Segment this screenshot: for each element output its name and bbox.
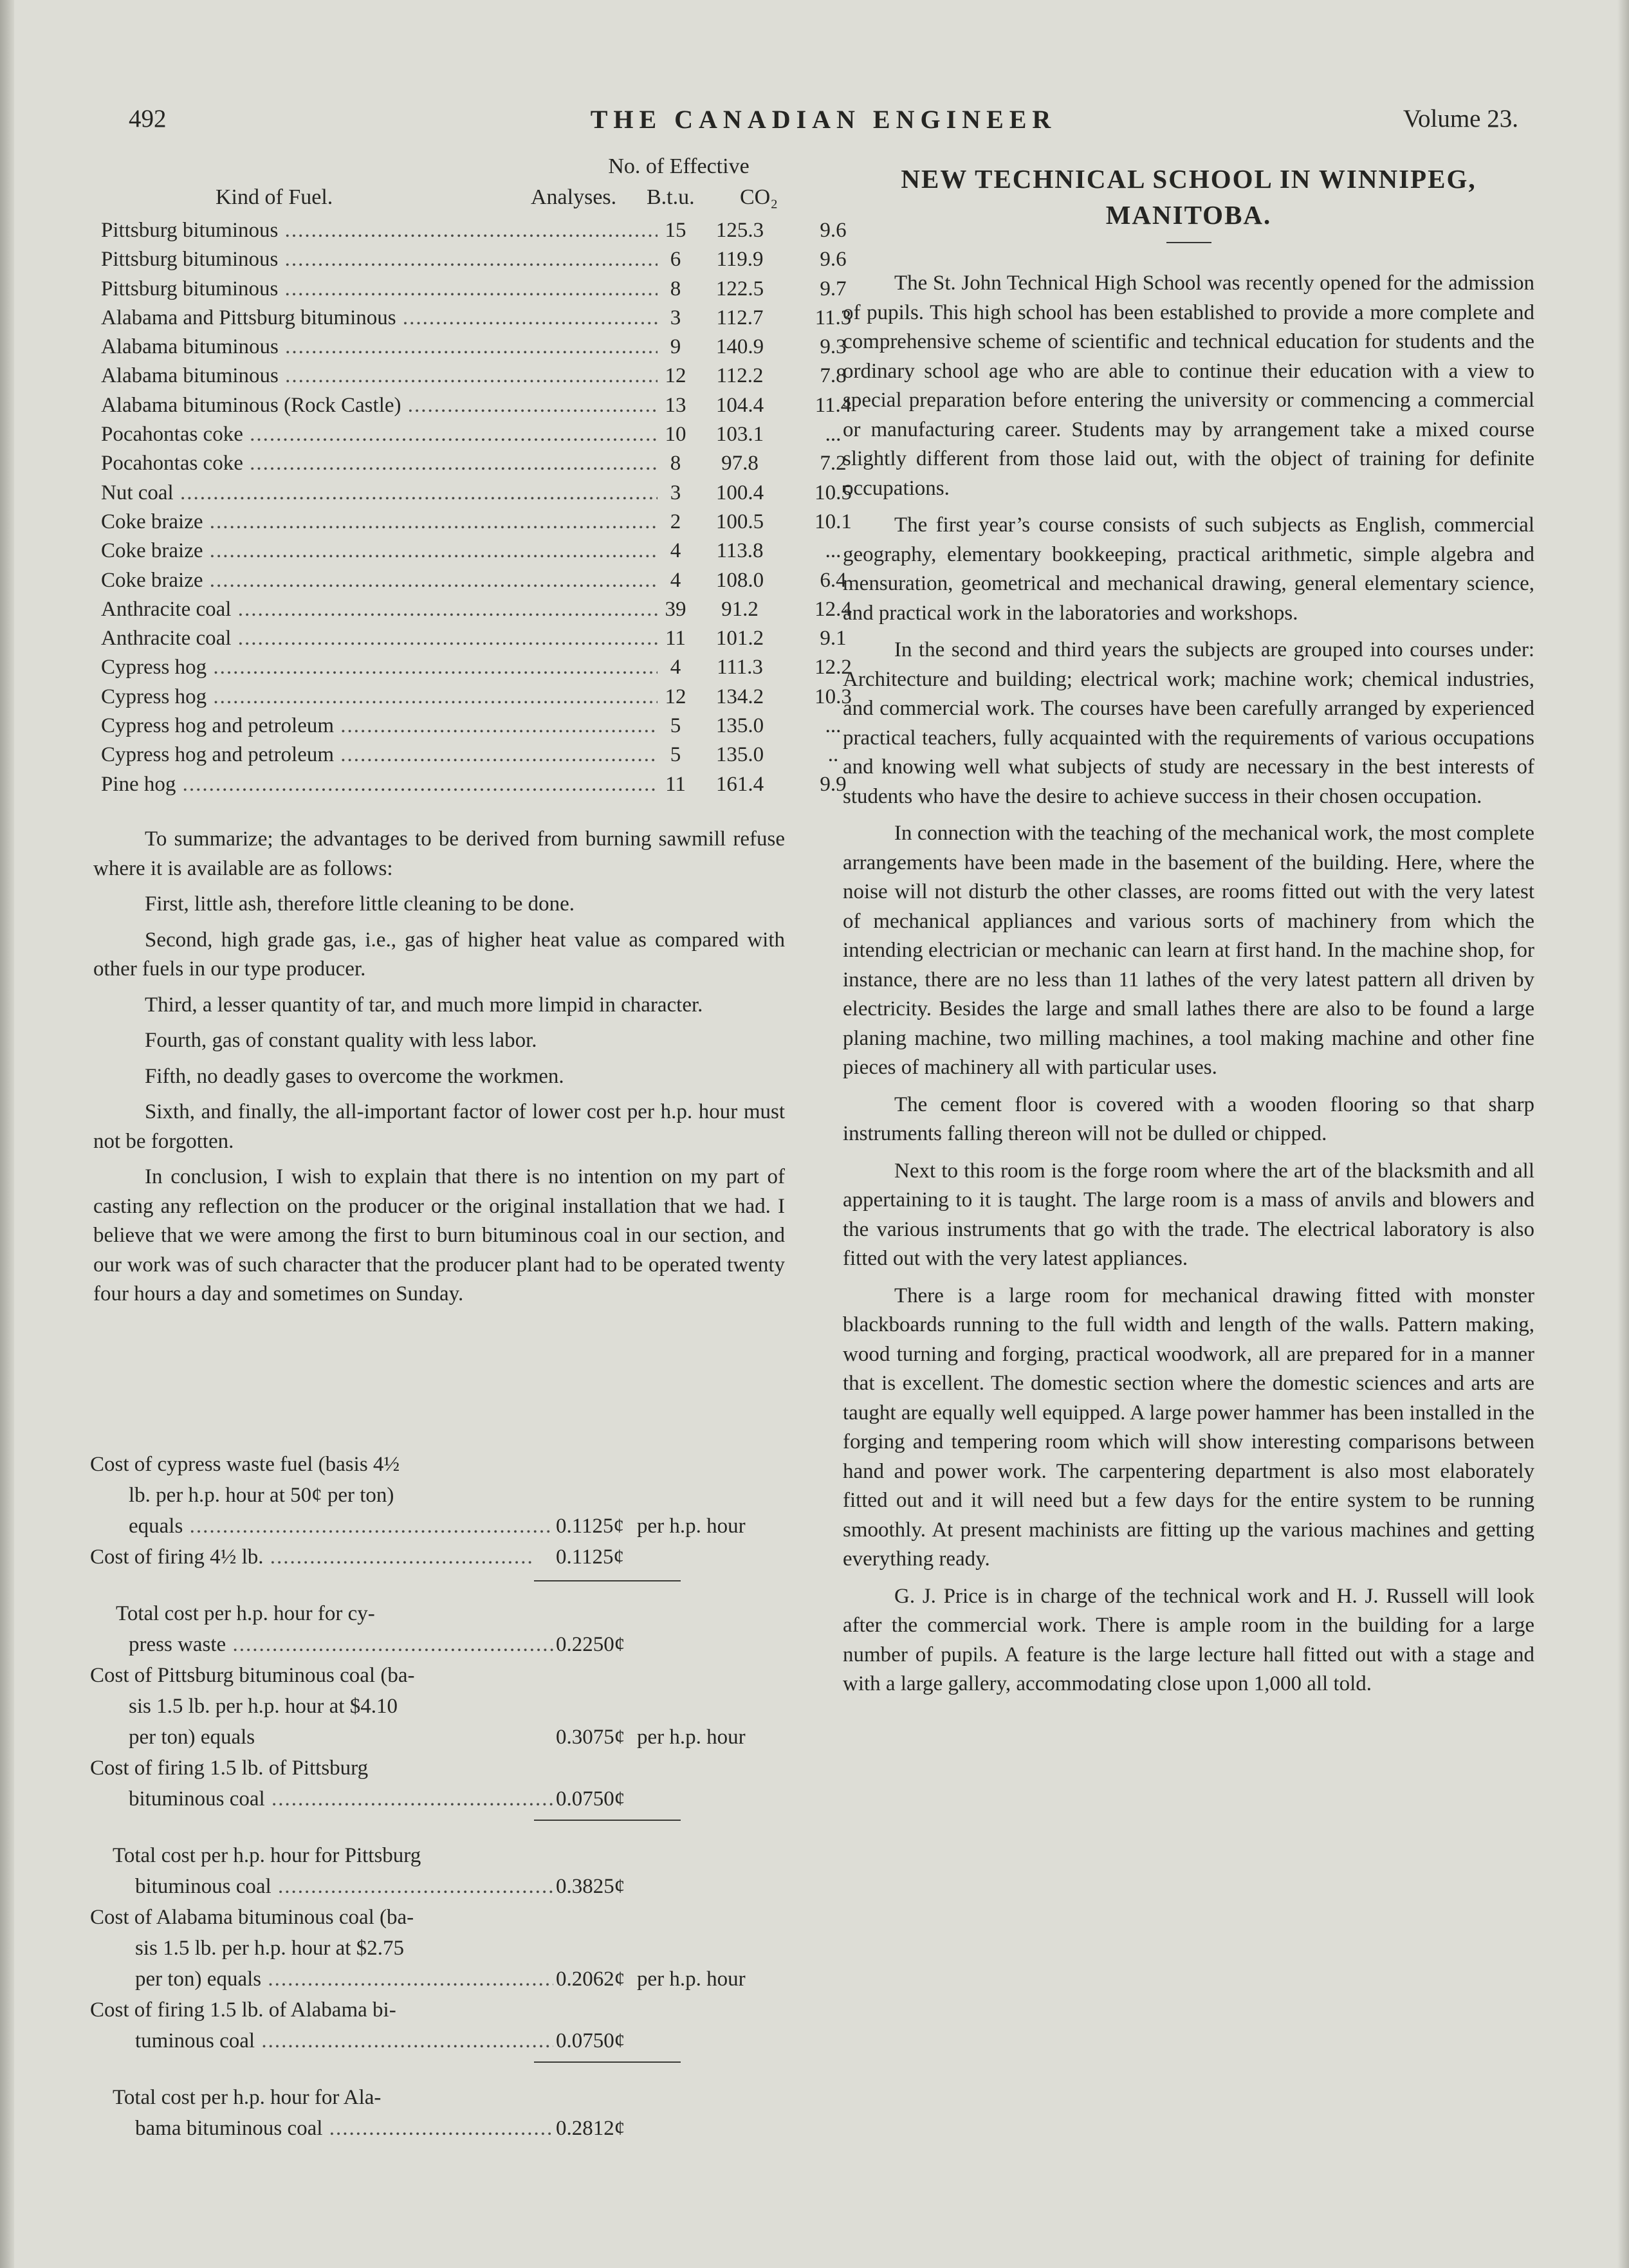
fuel-kind: Alabama bituminous ..... bbox=[101, 333, 658, 362]
analyses-count: 9 bbox=[659, 333, 692, 362]
table-row bbox=[93, 595, 852, 624]
co2-value: 9.1 bbox=[807, 624, 859, 653]
table-header-effective: No. of Effective bbox=[608, 154, 750, 178]
cost-value: 0.0750¢ bbox=[553, 2025, 625, 2056]
analyses-count: 11 bbox=[659, 624, 692, 653]
cost-line bbox=[90, 1995, 798, 2025]
table-row bbox=[93, 537, 842, 566]
co2-value: 9.7 bbox=[807, 275, 859, 304]
running-header bbox=[129, 104, 1518, 143]
analyses-count: 8 bbox=[659, 275, 692, 304]
fuel-analysis-table bbox=[93, 154, 852, 804]
analyses-count: 39 bbox=[659, 595, 692, 624]
journal-title: THE CANADIAN ENGINEER bbox=[590, 105, 1057, 134]
sum-rule bbox=[534, 2061, 681, 2063]
paragraph: In the second and third years the subjects are grouped into courses under: Architecture and building; electrical work; machine work; chemical industries, and commercial work. The courses have been carefully arranged by experienced practical teachers, fully acquainted with the requirements of various occupations and knowing well what subjects of study are necessary in the best interests of students who have the desire to achieve success in their chosen occupation. bbox=[843, 638, 1534, 808]
btu-value: 97.8 bbox=[704, 449, 775, 478]
paragraph: There is a large room for mechanical drawing fitted with monster blackboards running to the full width and length of the walls. Pattern making, wood turning and forging, practical woodwork, all are prepared for in a manner that is excellent. The domestic section where the domestic sciences and arts are taught are equally well equipped. A large power hammer has been installed in the forging and tempering room which will show interesting comparisons between hand and power work. The carpentering department is also most elaborately fitted out and it will need but a few days for the entire system to be running smoothly. At present machinists are fitting up the various machines and getting everything ready. bbox=[843, 1284, 1534, 1571]
cost-label: bituminous coal ..... bbox=[90, 1784, 573, 1814]
article-title-line2: MANITOBA. bbox=[1105, 200, 1272, 230]
sum-rule bbox=[534, 1580, 681, 1581]
table-row bbox=[93, 770, 847, 799]
table-row bbox=[93, 653, 852, 682]
cost-value: 0.1125¢ bbox=[553, 1542, 624, 1572]
cost-calculation-block bbox=[90, 1449, 798, 2144]
cost-value: 0.2250¢ bbox=[553, 1629, 625, 1660]
page-number: 492 bbox=[129, 105, 167, 133]
fuel-kind: Cypress hog ..... bbox=[101, 653, 658, 682]
cost-line bbox=[90, 1449, 798, 1480]
table-row bbox=[93, 741, 839, 770]
co2-value: 9.9 bbox=[807, 770, 859, 799]
table-row bbox=[93, 712, 842, 741]
cost-line bbox=[90, 1629, 798, 1660]
paragraph: Third, a lesser quantity of tar, and much more limpid in character. bbox=[145, 993, 703, 1017]
cost-line bbox=[90, 1691, 798, 1722]
btu-value: 125.3 bbox=[704, 216, 775, 245]
column-header-co2: CO₂ bbox=[740, 185, 778, 209]
cost-line bbox=[90, 2025, 798, 2056]
btu-value: 140.9 bbox=[704, 333, 775, 362]
co2-value: 9.6 bbox=[807, 216, 859, 245]
co2-value: 9.6 bbox=[807, 245, 859, 274]
co2-value: 10.3 bbox=[807, 683, 859, 712]
btu-value: 111.3 bbox=[704, 653, 775, 682]
co2-value: 11.3 bbox=[807, 304, 859, 333]
table-row bbox=[93, 683, 852, 712]
analyses-count: 3 bbox=[659, 479, 692, 508]
btu-value: 100.4 bbox=[704, 479, 775, 508]
cost-label: Cost of cypress waste fuel (basis 4½ bbox=[90, 1453, 400, 1476]
btu-value: 119.9 bbox=[704, 245, 775, 274]
btu-value: 122.5 bbox=[704, 275, 775, 304]
fuel-kind: Pocahontas coke ..... bbox=[101, 449, 658, 478]
cost-unit: per h.p. hour bbox=[637, 1515, 746, 1538]
btu-value: 113.8 bbox=[704, 537, 775, 566]
paragraph: G. J. Price is in charge of the technical work and H. J. Russell will look after the commercial work. There is ample room in the building for a large number of pupils. A feature is the large lecture hall fitted out with a stage and with a large gallery, accommodating close upon 1,000 all told. bbox=[843, 1584, 1534, 1695]
cost-value: 0.2812¢ bbox=[553, 2113, 625, 2144]
table-row bbox=[93, 275, 847, 304]
fuel-kind: Coke braize ..... bbox=[101, 537, 658, 566]
cost-line bbox=[90, 1598, 798, 1629]
paragraph: Second, high grade gas, i.e., gas of higher heat value as compared with other fuels in our type producer. bbox=[93, 928, 785, 981]
co2-value: 10.5 bbox=[807, 479, 859, 508]
btu-value: 101.2 bbox=[704, 624, 775, 653]
cost-label: per ton) equals bbox=[129, 1726, 255, 1749]
cost-label: per ton) equals ..... bbox=[90, 1964, 579, 1995]
btu-value: 91.2 bbox=[704, 595, 775, 624]
right-column bbox=[843, 161, 1534, 1707]
cost-value: 0.3825¢ bbox=[553, 1871, 625, 1902]
fuel-kind: Coke braize ..... bbox=[101, 508, 658, 537]
table-row bbox=[93, 391, 852, 420]
fuel-kind: Alabama and Pittsburg bituminous ..... bbox=[101, 304, 658, 333]
fuel-kind: Pittsburg bituminous ..... bbox=[101, 275, 658, 304]
cost-line bbox=[90, 1871, 798, 1902]
cost-label: bama bituminous coal ..... bbox=[90, 2113, 579, 2144]
btu-value: 108.0 bbox=[704, 566, 775, 595]
table-row bbox=[93, 216, 847, 245]
fuel-table-body bbox=[93, 216, 852, 799]
column-header-kind: Kind of Fuel. bbox=[216, 185, 333, 209]
page-binding-shadow bbox=[0, 0, 14, 2268]
cost-value: 0.2062¢ bbox=[553, 1964, 625, 1995]
title-divider bbox=[1166, 242, 1211, 243]
cost-label: sis 1.5 lb. per h.p. hour at $4.10 bbox=[129, 1695, 398, 1718]
analyses-count: 4 bbox=[659, 566, 692, 595]
fuel-kind: Pine hog ..... bbox=[101, 770, 658, 799]
page-edge-shadow bbox=[1617, 0, 1629, 2268]
cost-line bbox=[90, 1964, 798, 1995]
analyses-count: 10 bbox=[659, 420, 692, 449]
cost-label: tuminous coal ..... bbox=[90, 2025, 579, 2056]
cost-label: bituminous coal ..... bbox=[90, 1871, 579, 1902]
cost-line bbox=[90, 2082, 798, 2113]
rule-row bbox=[90, 1814, 798, 1840]
cost-line bbox=[90, 1542, 798, 1572]
cost-label: Cost of firing 1.5 lb. of Pittsburg bbox=[90, 1756, 369, 1780]
table-row bbox=[93, 333, 847, 362]
rule-row bbox=[90, 2056, 798, 2082]
table-row bbox=[93, 566, 847, 595]
cost-line bbox=[90, 1480, 798, 1511]
btu-value: 161.4 bbox=[704, 770, 775, 799]
cost-label: lb. per h.p. hour at 50¢ per ton) bbox=[129, 1484, 394, 1507]
table-row bbox=[93, 479, 852, 508]
analyses-count: 5 bbox=[659, 712, 692, 741]
cost-line bbox=[90, 1722, 798, 1753]
table-row bbox=[93, 245, 847, 274]
fuel-kind: Pocahontas coke ..... bbox=[101, 420, 658, 449]
paragraph: The St. John Technical High School was recently opened for the admission of pupils. This high school has been established to provide a more complete and comprehensive scheme of scientific and technical education for students and the ordinary school age who are able to continue their education with a view to special preparation before entering the university or commencing a commercial or manufacturing career. Students may by arrangement take a mixed course slightly different from those laid out, with the object of training for definite occupations. bbox=[843, 272, 1534, 500]
fuel-kind: Alabama bituminous ..... bbox=[101, 362, 658, 391]
cost-value: 0.0750¢ bbox=[553, 1784, 625, 1814]
btu-value: 103.1 bbox=[704, 420, 775, 449]
cost-label: Total cost per h.p. hour for Pittsburg bbox=[113, 1844, 421, 1867]
co2-value: 12.4 bbox=[807, 595, 859, 624]
btu-value: 104.4 bbox=[704, 391, 775, 420]
paragraph: Fourth, gas of constant quality with less labor. bbox=[145, 1029, 537, 1052]
cost-label: Cost of Alabama bituminous coal (ba- bbox=[90, 1906, 414, 1929]
analyses-count: 4 bbox=[659, 537, 692, 566]
paragraph: The first year’s course consists of such subjects as English, commercial geography, elementary bookkeeping, practical arithmetic, simple algebra and mensuration, geometrical and mechanical drawing, general elementary science, and practical work in the laboratories and workshops. bbox=[843, 513, 1534, 625]
article-title: NEW TECHNICAL SCHOOL IN WINNIPEG, bbox=[901, 164, 1477, 194]
fuel-kind: Pittsburg bituminous ..... bbox=[101, 216, 658, 245]
table-row bbox=[93, 304, 852, 333]
analyses-count: 6 bbox=[659, 245, 692, 274]
cost-unit: per h.p. hour bbox=[637, 1726, 746, 1749]
cost-line bbox=[90, 1660, 798, 1691]
analyses-count: 8 bbox=[659, 449, 692, 478]
column-header-btu: B.t.u. bbox=[647, 185, 695, 209]
cost-line bbox=[90, 1933, 798, 1964]
table-row bbox=[93, 362, 847, 391]
volume-label: Volume 23. bbox=[1403, 105, 1518, 133]
btu-value: 112.2 bbox=[704, 362, 775, 391]
co2-value: 7.2 bbox=[807, 449, 859, 478]
sum-rule bbox=[534, 1820, 681, 1821]
fuel-kind: Anthracite coal ..... bbox=[101, 624, 658, 653]
fuel-kind: Cypress hog ..... bbox=[101, 683, 658, 712]
article-body bbox=[843, 269, 1534, 1699]
analyses-count: 5 bbox=[659, 741, 692, 770]
cost-label: Total cost per h.p. hour for cy- bbox=[116, 1602, 375, 1625]
btu-value: 134.2 bbox=[704, 683, 775, 712]
btu-value: 135.0 bbox=[704, 741, 775, 770]
fuel-kind: Anthracite coal ..... bbox=[101, 595, 658, 624]
co2-value: 7.8 bbox=[807, 362, 859, 391]
cost-line bbox=[90, 1902, 798, 1933]
cost-label: sis 1.5 lb. per h.p. hour at $2.75 bbox=[135, 1937, 404, 1960]
cost-label: equals ..... bbox=[90, 1511, 573, 1542]
co2-value: 9.3 bbox=[807, 333, 859, 362]
cost-label: Cost of Pittsburg bituminous coal (ba- bbox=[90, 1664, 415, 1687]
co2-value: .. bbox=[807, 741, 859, 770]
analyses-count: 4 bbox=[659, 653, 692, 682]
left-column bbox=[93, 154, 852, 804]
paragraph: Fifth, no deadly gases to overcome the workmen. bbox=[145, 1064, 564, 1088]
co2-value: ... bbox=[807, 537, 859, 566]
cost-line bbox=[90, 2113, 798, 2144]
co2-value: 11.4 bbox=[807, 391, 859, 420]
analyses-count: 11 bbox=[659, 770, 692, 799]
cost-label: Cost of firing 4½ lb. ..... bbox=[90, 1542, 534, 1572]
rule-row bbox=[90, 1572, 798, 1598]
table-row bbox=[93, 624, 847, 653]
co2-value: 10.1 bbox=[807, 508, 859, 537]
summary-text bbox=[93, 825, 785, 1316]
paragraph: Sixth, and finally, the all-important factor of lower cost per h.p. hour must not be forgotten. bbox=[93, 1100, 785, 1153]
cost-unit: per h.p. hour bbox=[637, 1968, 746, 1991]
cost-label: Cost of firing 1.5 lb. of Alabama bi- bbox=[90, 1998, 396, 2022]
paragraph: In connection with the teaching of the mechanical work, the most complete arrangements have been made in the basement of the building. Here, where the noise will not disturb the other classes, are rooms fitted out with the very latest of mechanical appliances and various sorts of machinery from which the intending electrician or mechanic can learn at first hand. In the machine shop, for instance, there are no less than 11 lathes of the very latest pattern all driven by electricity. Besides the large and small lathes there are also to be found a large planing machine, two milling machines, a tool making machine and other fine pieces of machinery all with particular uses. bbox=[843, 822, 1534, 1079]
analyses-count: 3 bbox=[659, 304, 692, 333]
table-row bbox=[93, 449, 847, 478]
paragraph: In conclusion, I wish to explain that there is no intention on my part of casting any reflection on the producer or the original installation that we had. I believe that we were among the first to burn bituminous coal in our section, and our work was of such character that the producer plant had to be operated twenty four hours a day and sometimes on Sunday. bbox=[93, 1165, 785, 1305]
co2-value: ... bbox=[807, 420, 859, 449]
cost-line bbox=[90, 1511, 798, 1542]
analyses-count: 15 bbox=[659, 216, 692, 245]
table-row bbox=[93, 508, 852, 537]
fuel-kind: Alabama bituminous (Rock Castle) ..... bbox=[101, 391, 658, 420]
analyses-count: 2 bbox=[659, 508, 692, 537]
fuel-kind: Coke braize ..... bbox=[101, 566, 658, 595]
paragraph: Next to this room is the forge room where the art of the blacksmith and all appertaining to it is taught. The large room is a mass of anvils and blowers and the various instruments that go with the trade. The electrical laboratory is also fitted out with the very latest appliances. bbox=[843, 1159, 1534, 1270]
btu-value: 135.0 bbox=[704, 712, 775, 741]
table-row bbox=[93, 420, 842, 449]
cost-label: Total cost per h.p. hour for Ala- bbox=[113, 2086, 382, 2109]
fuel-kind: Nut coal ..... bbox=[101, 479, 658, 508]
cost-line bbox=[90, 1840, 798, 1871]
fuel-kind: Pittsburg bituminous ..... bbox=[101, 245, 658, 274]
paragraph: The cement floor is covered with a wooden flooring so that sharp instruments falling thereon will not be dulled or chipped. bbox=[843, 1093, 1534, 1145]
column-header-analyses: Analyses. bbox=[531, 185, 617, 209]
cost-line bbox=[90, 1753, 798, 1784]
fuel-kind: Cypress hog and petroleum ..... bbox=[101, 741, 658, 770]
btu-value: 112.7 bbox=[704, 304, 775, 333]
paragraph: To summarize; the advantages to be derived from burning sawmill refuse where it is available are as follows: bbox=[93, 827, 785, 880]
fuel-kind: Cypress hog and petroleum ..... bbox=[101, 712, 658, 741]
co2-value: 6.4 bbox=[807, 566, 859, 595]
analyses-count: 12 bbox=[659, 362, 692, 391]
cost-label: press waste ..... bbox=[90, 1629, 573, 1660]
paragraph: First, little ash, therefore little cleaning to be done. bbox=[145, 892, 575, 916]
analyses-count: 13 bbox=[659, 391, 692, 420]
co2-value: ... bbox=[807, 712, 859, 741]
cost-line bbox=[90, 1784, 798, 1814]
co2-value: 12.2 bbox=[807, 653, 859, 682]
cost-value: 0.1125¢ bbox=[553, 1511, 624, 1542]
btu-value: 100.5 bbox=[704, 508, 775, 537]
cost-value: 0.3075¢ bbox=[553, 1722, 625, 1753]
analyses-count: 12 bbox=[659, 683, 692, 712]
